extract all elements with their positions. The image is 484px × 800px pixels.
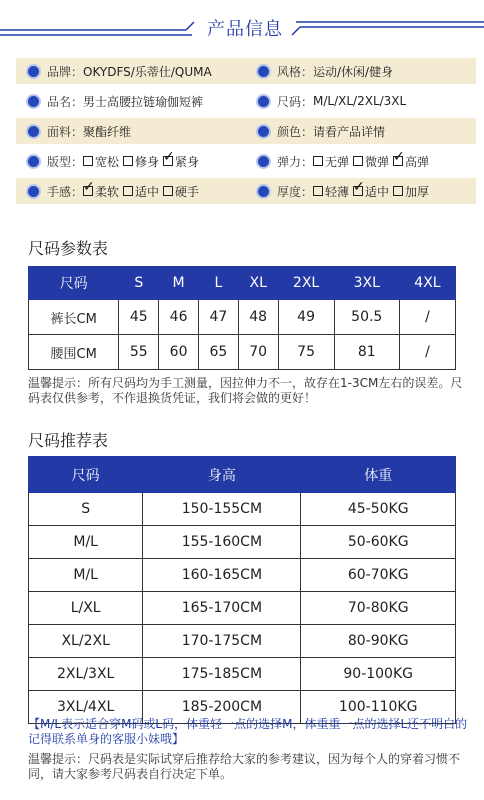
table-header-cell: L xyxy=(198,267,238,300)
info-label: 面料： xyxy=(47,124,84,139)
info-row xyxy=(16,178,476,204)
info-item xyxy=(16,93,246,110)
checkbox-option-label: 加厚 xyxy=(405,184,430,199)
checkbox-option xyxy=(163,183,199,200)
table-cell: / xyxy=(399,335,455,370)
table-cell: 81 xyxy=(334,335,399,370)
info-row xyxy=(16,148,476,174)
info-row xyxy=(16,118,476,144)
table-cell: 60 xyxy=(159,335,199,370)
table-row xyxy=(29,300,456,335)
table-cell: / xyxy=(399,300,455,335)
table-row xyxy=(29,559,456,592)
unchecked-box-icon xyxy=(83,156,93,166)
checked-box-icon xyxy=(393,156,403,166)
checkbox-option xyxy=(353,183,389,200)
info-item xyxy=(246,63,476,80)
bullet-dot-icon xyxy=(256,154,271,169)
bullet-dot-icon xyxy=(26,94,41,109)
info-value: 男士高腰拉链瑜伽短裤 xyxy=(83,94,204,109)
table-header-cell: 3XL xyxy=(334,267,399,300)
table-cell: 150-155CM xyxy=(143,493,301,526)
info-item xyxy=(246,183,476,200)
table-header-cell: 尺码 xyxy=(29,457,143,493)
table-cell: 47 xyxy=(198,300,238,335)
size-params-note: 温馨提示：所有尺码均为手工测量，因拉伸力不一，故存在1-3CM左右的误差。尺码表仅供参考，不作退换货凭证，我们将会做的更好！ xyxy=(28,376,463,405)
checkbox-option-label: 适中 xyxy=(135,184,160,199)
table-cell: 80-90KG xyxy=(301,625,456,658)
bullet-dot-icon xyxy=(26,184,41,199)
table-cell: 3XL/4XL xyxy=(29,691,143,724)
checkbox-option xyxy=(83,153,119,170)
info-label: 风格： xyxy=(277,64,314,79)
checkbox-option-label: 硬手 xyxy=(175,184,200,199)
table-cell: 45 xyxy=(119,300,159,335)
unchecked-box-icon xyxy=(353,156,363,166)
info-value: 运动/休闲/健身 xyxy=(313,64,394,79)
info-label: 手感： xyxy=(47,184,84,199)
size-recommend-blue-note: 【M/L表示适合穿M码或L码，体重轻一点的选择M，体重重一点的选择L还不明白的记得联系单身的客服小妹哦】 xyxy=(28,717,468,746)
checkbox-option xyxy=(123,183,159,200)
table-row xyxy=(29,625,456,658)
info-label: 尺码： xyxy=(277,94,314,109)
info-label: 弹力： xyxy=(277,154,314,169)
table-header-row xyxy=(29,457,456,493)
table-header-cell: 体重 xyxy=(301,457,456,493)
table-cell: 50.5 xyxy=(334,300,399,335)
table-cell: XL/2XL xyxy=(29,625,143,658)
table-cell: 160-165CM xyxy=(143,559,301,592)
checkbox-option-label: 修身 xyxy=(135,154,160,169)
table-cell: S xyxy=(29,493,143,526)
info-item xyxy=(16,183,246,200)
info-value: M/L/XL/2XL/3XL xyxy=(313,94,407,108)
checkbox-option-label: 无弹 xyxy=(325,154,350,169)
table-cell: 48 xyxy=(238,300,278,335)
checkbox-option-label: 柔软 xyxy=(95,184,120,199)
checked-box-icon xyxy=(353,186,363,196)
checkbox-option xyxy=(313,153,349,170)
table-cell: M/L xyxy=(29,559,143,592)
table-cell: 170-175CM xyxy=(143,625,301,658)
checkbox-option xyxy=(163,153,199,170)
info-value: OKYDFS/乐蒂仕/QUMA xyxy=(83,64,212,79)
info-item xyxy=(16,153,246,170)
checkbox-option-label: 高弹 xyxy=(405,154,430,169)
info-label: 颜色： xyxy=(277,124,314,139)
info-item xyxy=(246,93,476,110)
table-row xyxy=(29,335,456,370)
table-cell: 185-200CM xyxy=(143,691,301,724)
size-params-table xyxy=(28,266,456,370)
size-recommend-note: 温馨提示：尺码表是实际试穿后推荐给大家的参考建议，因为每个人的穿着习惯不同，请大家参考尺码表自行决定下单。 xyxy=(28,752,461,781)
unchecked-box-icon xyxy=(313,186,323,196)
checkbox-option xyxy=(123,153,159,170)
table-cell: 100-110KG xyxy=(301,691,456,724)
table-cell: 50-60KG xyxy=(301,526,456,559)
table-header-cell: 2XL xyxy=(278,267,334,300)
bullet-dot-icon xyxy=(256,184,271,199)
unchecked-box-icon xyxy=(123,186,133,196)
unchecked-box-icon xyxy=(123,156,133,166)
table-cell: 65 xyxy=(198,335,238,370)
table-cell: 75 xyxy=(278,335,334,370)
table-cell: 70 xyxy=(238,335,278,370)
table-cell: 90-100KG xyxy=(301,658,456,691)
checkbox-option xyxy=(313,183,349,200)
unchecked-box-icon xyxy=(313,156,323,166)
table-header-row xyxy=(29,267,456,300)
table-row xyxy=(29,658,456,691)
checkbox-option xyxy=(353,153,389,170)
table-row xyxy=(29,493,456,526)
checkbox-option xyxy=(393,183,429,200)
info-label: 品牌： xyxy=(47,64,84,79)
info-row xyxy=(16,58,476,84)
table-row xyxy=(29,526,456,559)
info-value: 请看产品详情 xyxy=(313,124,386,139)
checkbox-option xyxy=(393,153,429,170)
bullet-dot-icon xyxy=(26,154,41,169)
unchecked-box-icon xyxy=(163,186,173,196)
bullet-dot-icon xyxy=(256,94,271,109)
table-cell: 2XL/3XL xyxy=(29,658,143,691)
bullet-dot-icon xyxy=(26,124,41,139)
checked-box-icon xyxy=(83,186,93,196)
checkbox-option xyxy=(83,183,119,200)
table-header-cell: 身高 xyxy=(143,457,301,493)
table-cell: 60-70KG xyxy=(301,559,456,592)
checked-box-icon xyxy=(163,156,173,166)
info-label: 厚度： xyxy=(277,184,314,199)
info-item xyxy=(16,123,246,140)
info-label: 版型： xyxy=(47,154,84,169)
info-label: 品名： xyxy=(47,94,84,109)
table-header-cell: S xyxy=(119,267,159,300)
size-params-title: 尺码参数表 xyxy=(28,239,109,258)
product-info-list xyxy=(16,58,476,208)
table-header-cell: M xyxy=(159,267,199,300)
section-title: 产品信息 xyxy=(207,19,283,40)
table-cell: 55 xyxy=(119,335,159,370)
table-cell: 165-170CM xyxy=(143,592,301,625)
table-cell: 腰围CM xyxy=(29,335,119,370)
checkbox-option-label: 微弹 xyxy=(365,154,390,169)
table-cell: L/XL xyxy=(29,592,143,625)
checkbox-option-label: 适中 xyxy=(365,184,390,199)
info-value: 聚酯纤维 xyxy=(83,124,132,139)
table-header-cell: XL xyxy=(238,267,278,300)
table-cell: M/L xyxy=(29,526,143,559)
checkbox-option-label: 宽松 xyxy=(95,154,120,169)
table-cell: 裤长CM xyxy=(29,300,119,335)
bullet-dot-icon xyxy=(256,64,271,79)
table-cell: 175-185CM xyxy=(143,658,301,691)
table-header-cell: 尺码 xyxy=(29,267,119,300)
info-item xyxy=(16,63,246,80)
checkbox-option-label: 紧身 xyxy=(175,154,200,169)
table-cell: 155-160CM xyxy=(143,526,301,559)
table-cell: 46 xyxy=(159,300,199,335)
info-item xyxy=(246,123,476,140)
size-recommend-table xyxy=(28,456,456,724)
checkbox-option-label: 轻薄 xyxy=(325,184,350,199)
info-row xyxy=(16,88,476,114)
table-row xyxy=(29,592,456,625)
bullet-dot-icon xyxy=(26,64,41,79)
table-cell: 70-80KG xyxy=(301,592,456,625)
unchecked-box-icon xyxy=(393,186,403,196)
size-recommend-title: 尺码推荐表 xyxy=(28,431,109,450)
section-header xyxy=(0,8,484,48)
table-header-cell: 4XL xyxy=(399,267,455,300)
bullet-dot-icon xyxy=(256,124,271,139)
table-cell: 49 xyxy=(278,300,334,335)
table-cell: 45-50KG xyxy=(301,493,456,526)
info-item xyxy=(246,153,476,170)
